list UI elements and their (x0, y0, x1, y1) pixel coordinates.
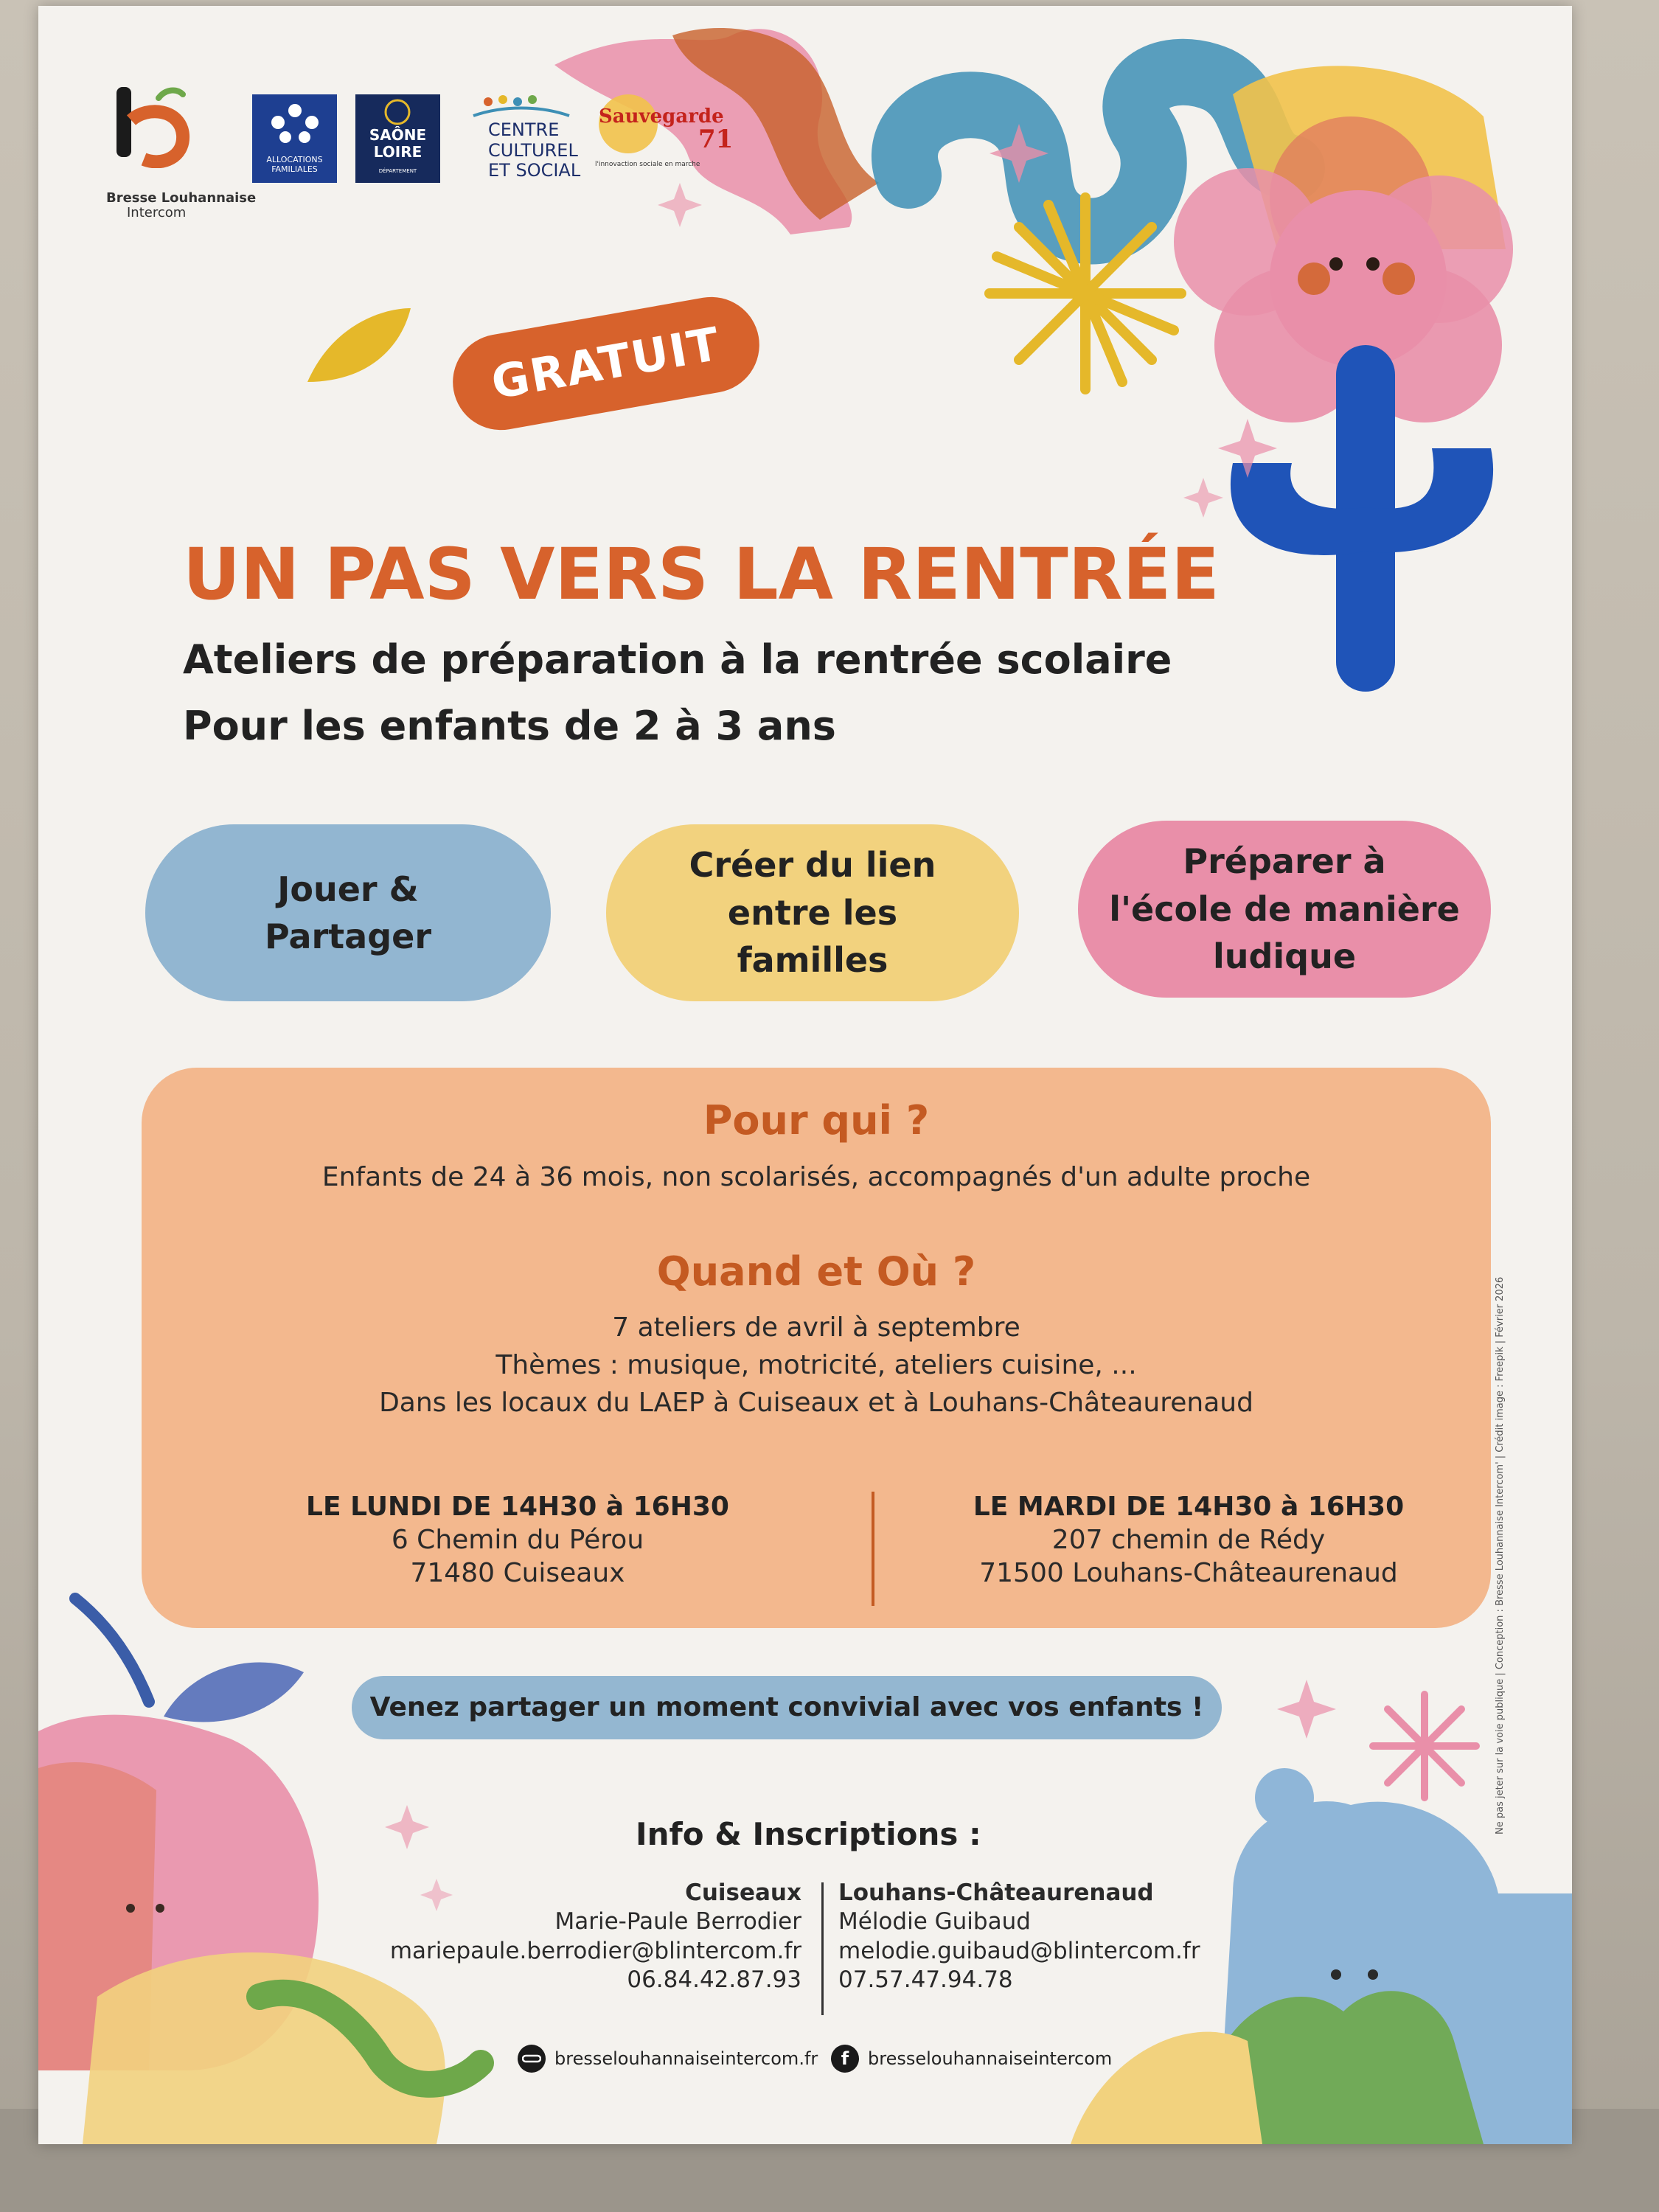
sauvegarde-71-logo (595, 91, 746, 179)
contact-cuiseaux-place: Cuiseaux (685, 1879, 801, 1906)
star-burst-shape (990, 198, 1181, 389)
facebook-link[interactable] (831, 2045, 1112, 2073)
credit-text: Ne pas jeter sur la voie publique | Conception : Bresse Louhannaise Intercom' | Crédit image : Freepik | Février 2026 (1495, 1276, 1506, 1834)
leaf-shape (307, 308, 411, 382)
caf-line-2: FAMILIALES (271, 164, 318, 175)
bresse-logo-sub: Intercom (127, 205, 187, 220)
quand-ou-line-2: Thèmes : musique, motricité, ateliers cuisine, ... (495, 1350, 1137, 1380)
pill-line: ludique (1212, 936, 1357, 977)
bresse-logo-name: Bresse Louhannaise (106, 190, 257, 206)
saone-line-3: DÉPARTEMENT (378, 168, 417, 174)
sparkle-shape (1183, 478, 1223, 518)
pill-line: Créer du lien (689, 845, 936, 886)
website-label: bresselouhannaiseintercom.fr (554, 2048, 818, 2069)
subtitle-workshops: Ateliers de préparation à la rentrée scolaire (183, 636, 1172, 683)
web-icon (518, 2045, 546, 2073)
contact-cuiseaux (390, 1879, 801, 1994)
facebook-label: bresselouhannaiseintercom (868, 2048, 1113, 2069)
caf-people-icon (252, 94, 337, 153)
bresse-louhannaise-logo (103, 80, 192, 175)
sparkle-shape (385, 1805, 429, 1849)
quand-ou-heading: Quand et Où ? (656, 1248, 976, 1295)
session-divider (872, 1492, 874, 1606)
contact-cuiseaux-phone[interactable]: 06.84.42.87.93 (627, 1966, 801, 1994)
pill-line: Jouer & (277, 869, 419, 909)
pill-line: familles (737, 940, 888, 981)
bresse-logo-icon (103, 80, 192, 168)
pill-line: l'école de manière (1109, 888, 1460, 929)
session-lundi (237, 1492, 798, 1588)
sauvegarde-tagline: l'innovaction sociale en marche (595, 161, 700, 168)
contact-louhans-name: Mélodie Guibaud (838, 1908, 1031, 1935)
contact-louhans-phone[interactable]: 07.57.47.94.78 (838, 1966, 1013, 1994)
sauvegarde-number: 71 (698, 125, 734, 154)
pill-preparer-ecole (1078, 821, 1491, 998)
quand-ou-line-3: Dans les locaux du LAEP à Cuiseaux et à Louhans-Châteaurenaud (379, 1388, 1253, 1418)
facebook-icon: f (831, 2045, 859, 2073)
caf-logo (252, 94, 337, 183)
sparkle-shape (1277, 1680, 1336, 1739)
subtitle-age: Pour les enfants de 2 à 3 ans (183, 703, 836, 749)
saone-loire-logo (355, 94, 440, 183)
centre-culturel-logo (459, 91, 581, 187)
quand-ou-line-1: 7 ateliers de avril à septembre (612, 1312, 1020, 1343)
pill-creer-lien (606, 824, 1019, 1001)
pill-line: entre les (727, 892, 898, 933)
ccs-line-2: CULTUREL (488, 139, 578, 161)
contact-louhans-email[interactable]: melodie.guibaud@blintercom.fr (838, 1937, 1200, 1964)
page-title: UN PAS VERS LA RENTRÉE (183, 533, 1220, 616)
ccs-line-1: CENTRE (488, 119, 560, 140)
saone-line-1: SAÔNE (369, 126, 427, 144)
pill-line: Préparer à (1183, 841, 1386, 882)
contact-louhans (838, 1879, 1200, 1994)
saone-line-2: LOIRE (373, 143, 422, 161)
website-link[interactable] (518, 2045, 818, 2073)
contact-divider (821, 1882, 824, 2015)
free-badge: GRATUIT (445, 290, 767, 438)
poster (38, 6, 1572, 2144)
session-mardi (923, 1492, 1454, 1588)
contact-louhans-place: Louhans-Châteaurenaud (838, 1879, 1154, 1906)
pour-qui-heading: Pour qui ? (703, 1097, 930, 1144)
sauvegarde-name: Sauvegarde (599, 105, 724, 128)
pour-qui-text: Enfants de 24 à 36 mois, non scolarisés, accompagnés d'un adulte proche (321, 1162, 1311, 1192)
session-mardi-address-1: 207 chemin de Rédy (1051, 1525, 1326, 1555)
session-lundi-address-2: 71480 Cuiseaux (410, 1558, 625, 1588)
contact-cuiseaux-email[interactable]: mariepaule.berrodier@blintercom.fr (389, 1937, 801, 1964)
saone-loire-emblem-icon (355, 94, 440, 128)
centre-culturel-people-icon (459, 91, 577, 120)
sparkle-shape (658, 183, 702, 227)
session-mardi-title: LE MARDI DE 14H30 à 16H30 (973, 1492, 1405, 1522)
info-panel (142, 1068, 1491, 1628)
pill-jouer-partager (145, 824, 551, 1001)
pill-line: Partager (264, 917, 432, 956)
session-mardi-address-2: 71500 Louhans-Châteaurenaud (979, 1558, 1398, 1588)
session-lundi-address-1: 6 Chemin du Pérou (391, 1525, 644, 1555)
session-lundi-title: LE LUNDI DE 14H30 à 16H30 (306, 1492, 729, 1522)
ccs-line-3: ET SOCIAL (488, 160, 581, 181)
caf-line-1: ALLOCATIONS (266, 155, 323, 164)
inscriptions-heading: Info & Inscriptions : (636, 1816, 981, 1852)
invitation-banner: Venez partager un moment convivial avec vos enfants ! (352, 1676, 1222, 1739)
pink-star-burst-shape (1373, 1694, 1476, 1798)
contact-cuiseaux-name: Marie-Paule Berrodier (554, 1908, 801, 1935)
